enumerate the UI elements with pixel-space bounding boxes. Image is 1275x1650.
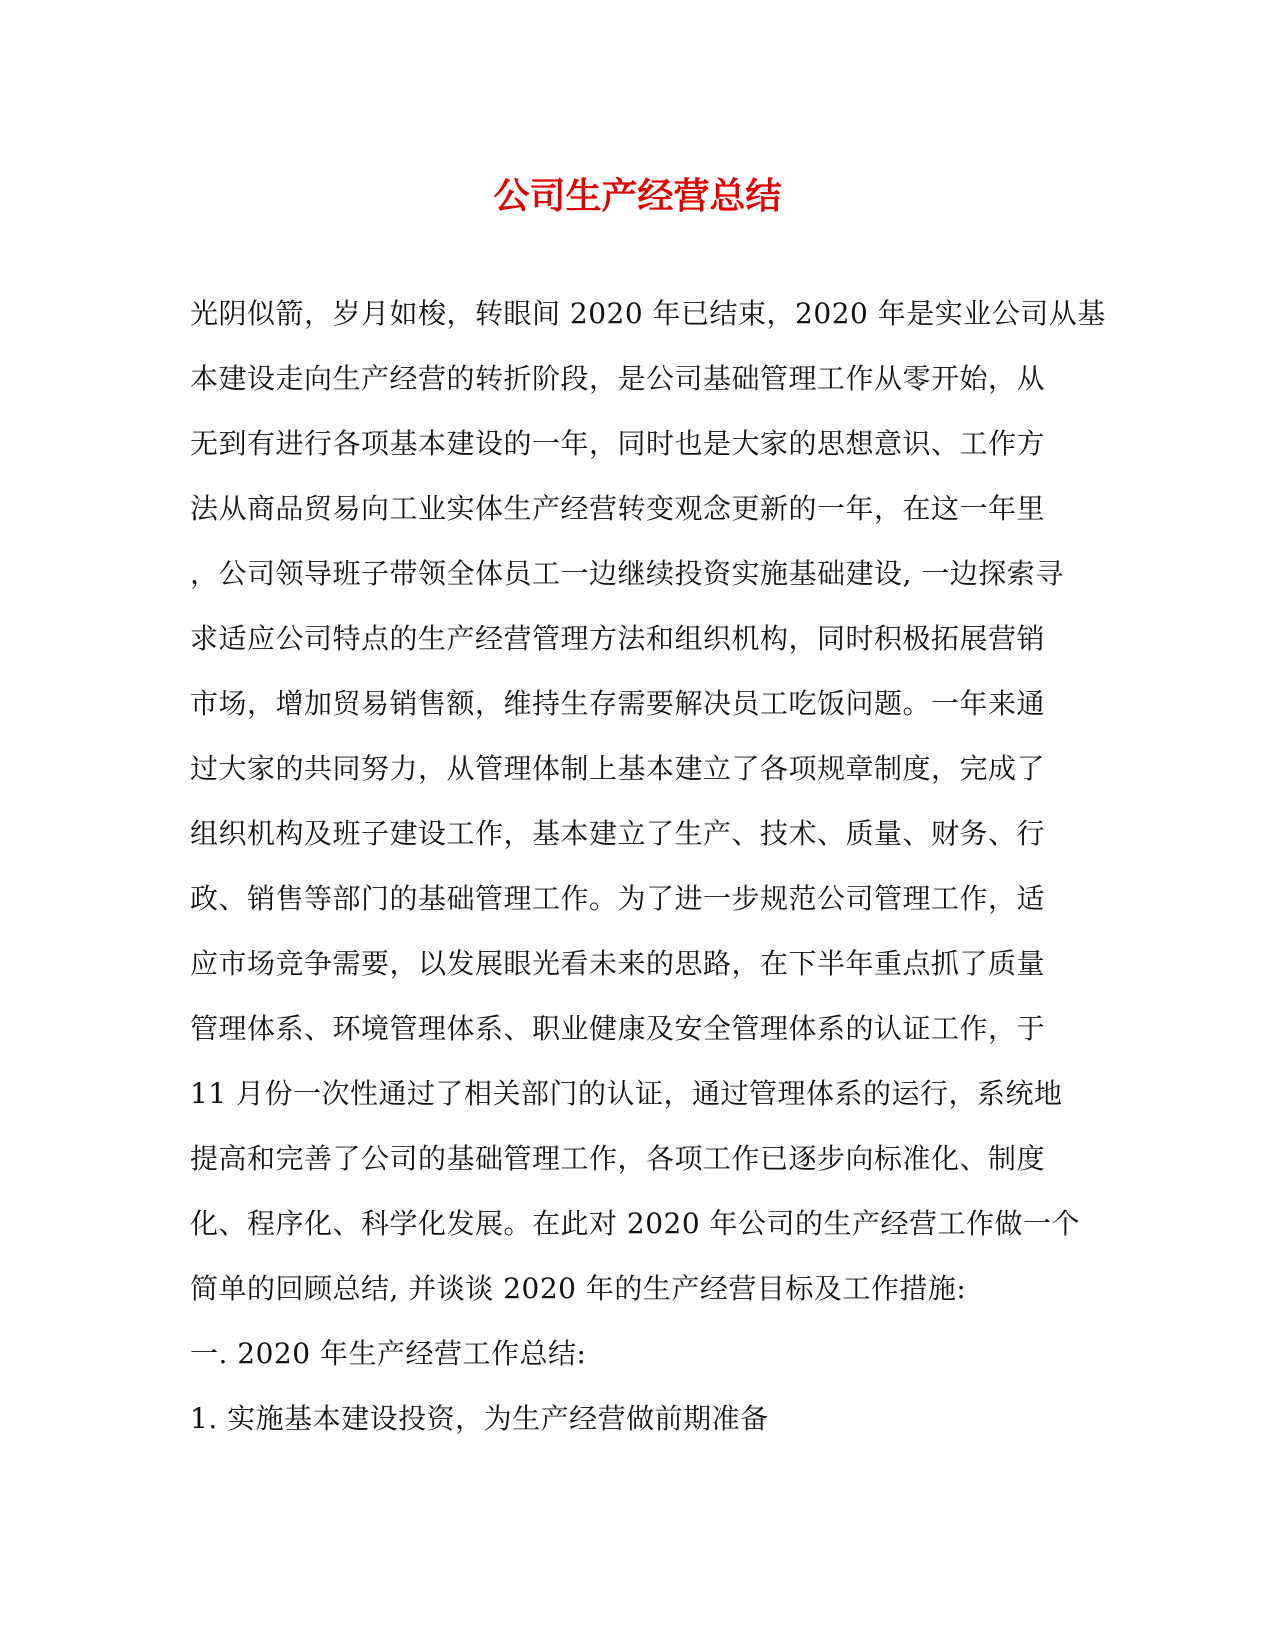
subsection-heading: 1. 实施基本建设投资，为生产经营做前期准备: [190, 1402, 769, 1435]
body-line: 本建设走向生产经营的转折阶段，是公司基础管理工作从零开始，从: [190, 362, 1046, 395]
body-line: 无到有进行各项基本建设的一年，同时也是大家的思想意识、工作方: [190, 427, 1046, 460]
section-heading: 一. 2020 年生产经营工作总结:: [190, 1337, 587, 1370]
body-line: 过大家的共同努力，从管理体制上基本建立了各项规章制度，完成了: [190, 752, 1046, 785]
body-line: 应市场竞争需要，以发展眼光看未来的思路，在下半年重点抓了质量: [190, 947, 1046, 980]
body-line: 简单的回顾总结, 并谈谈 2020 年的生产经营目标及工作措施:: [190, 1272, 967, 1305]
body-line: 求适应公司特点的生产经营管理方法和组织机构，同时积极拓展营销: [190, 622, 1046, 655]
body-line: 提高和完善了公司的基础管理工作，各项工作已逐步向标准化、制度: [190, 1142, 1046, 1175]
body-line: ，公司领导班子带领全体员工一边继续投资实施基础建设, 一边探索寻: [190, 557, 1064, 590]
body-line: 组织机构及班子建设工作，基本建立了生产、技术、质量、财务、行: [190, 817, 1046, 850]
body-line: 法从商品贸易向工业实体生产经营转变观念更新的一年，在这一年里: [190, 492, 1046, 525]
body-line: 政、销售等部门的基础管理工作。为了进一步规范公司管理工作，适: [190, 882, 1046, 915]
body-line: 管理体系、环境管理体系、职业健康及安全管理体系的认证工作，于: [190, 1012, 1046, 1045]
body-line: 11 月份一次性通过了相关部门的认证，通过管理体系的运行，系统地: [190, 1077, 1063, 1110]
body-line: 化、程序化、科学化发展。在此对 2020 年公司的生产经营工作做一个: [190, 1207, 1081, 1240]
body-line: 光阴似箭，岁月如梭，转眼间 2020 年已结束，2020 年是实业公司从基: [190, 297, 1106, 330]
document-body: [190, 281, 1106, 1451]
document-title: 公司生产经营总结: [493, 175, 782, 217]
body-line: 市场，增加贸易销售额，维持生存需要解决员工吃饭问题。一年来通: [190, 687, 1046, 720]
